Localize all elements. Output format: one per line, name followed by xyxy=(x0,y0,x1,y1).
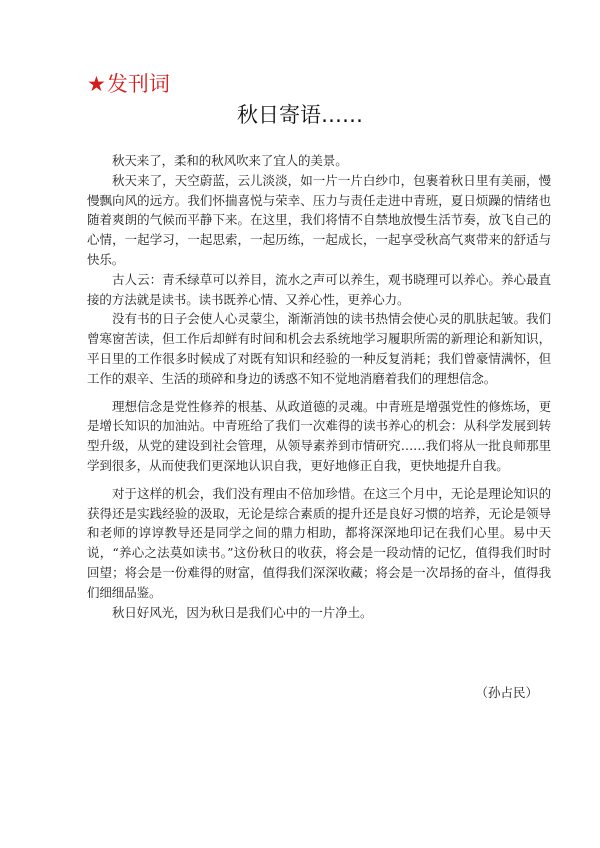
paragraph-7: 秋日好风光，因为秋日是我们心中的一片净土。 xyxy=(112,604,373,620)
paragraph-1: 秋天来了，柔和的秋风吹来了宜人的美景。 xyxy=(112,153,348,168)
article-body xyxy=(87,151,551,622)
paragraph-6: 对于这样的机会，我们没有理由不倍加珍惜。在这三个月中，无论是理论知识的获得还是实践经验的汲取，无论是综合素质的提升还是良好习惯的培养，无论是领导和老师的谆谆教导还是同学之间的鼎力相助，都将深深地印记在我们心里。易中天说，“养心之法莫如读书。”这份秋日的收获，将会是一段动情的记忆，值得我们时时回望；将会是一份难得的财富，值得我们深深收藏；将会是一次昂扬的奋斗，值得我们细细品鉴。 xyxy=(87,485,551,600)
author-signature: （孙占民） xyxy=(475,685,538,700)
paragraph-3: 古人云：青禾绿草可以养目，流水之声可以养生，观书晓理可以养心。养心最直接的方法就是读书。读书既养心情、又养心性，更养心力。 xyxy=(87,271,551,307)
paragraph-2: 秋天来了，天空蔚蓝，云儿淡淡，如一片一片白纱巾，包裹着秋日里有美丽，慢慢飘向风的远方。我们怀揣喜悦与荣幸、压力与责任走进中青班，夏日烦躁的情绪也随着爽朗的气候而平静下来。在这里，我们将情不自禁地放慢生活节奏，放飞自己的心情，一起学习，一起思索，一起历练，一起成长，一起享受秋高气爽带来的舒适与快乐。 xyxy=(87,172,551,267)
star-icon: ★ xyxy=(87,72,106,96)
paragraph-4: 没有书的日子会使人心灵蒙尘，渐渐消蚀的读书热情会使心灵的肌肤起皱。我们曾寒窗苦读，但工作后却鲜有时间和机会去系统地学习履职所需的新理论和新知识，平日里的工作很多时候成了对既有知识和经验的一种反复消耗；我们曾豪情满怀，但工作的艰辛、生活的琐碎和身边的诱惑不知不觉地消磨着我们的理想信念。 xyxy=(87,311,551,386)
section-label-text: 发刊词 xyxy=(106,72,170,96)
paragraph-5: 理想信念是党性修养的根基、从政道德的灵魂。中青班是增强党性的修炼场，更是增长知识的加油站。中青班给了我们一次难得的读书养心的机会：从科学发展到转型升级，从党的建设到社会管理，从领导素养到市情研究……我们将从一批良师那里学到很多，从而使我们更深地认识自我，更好地修正自我，更快地提升自我。 xyxy=(87,398,551,473)
section-label xyxy=(87,70,170,98)
page-title: 秋日寄语…… xyxy=(237,103,363,127)
